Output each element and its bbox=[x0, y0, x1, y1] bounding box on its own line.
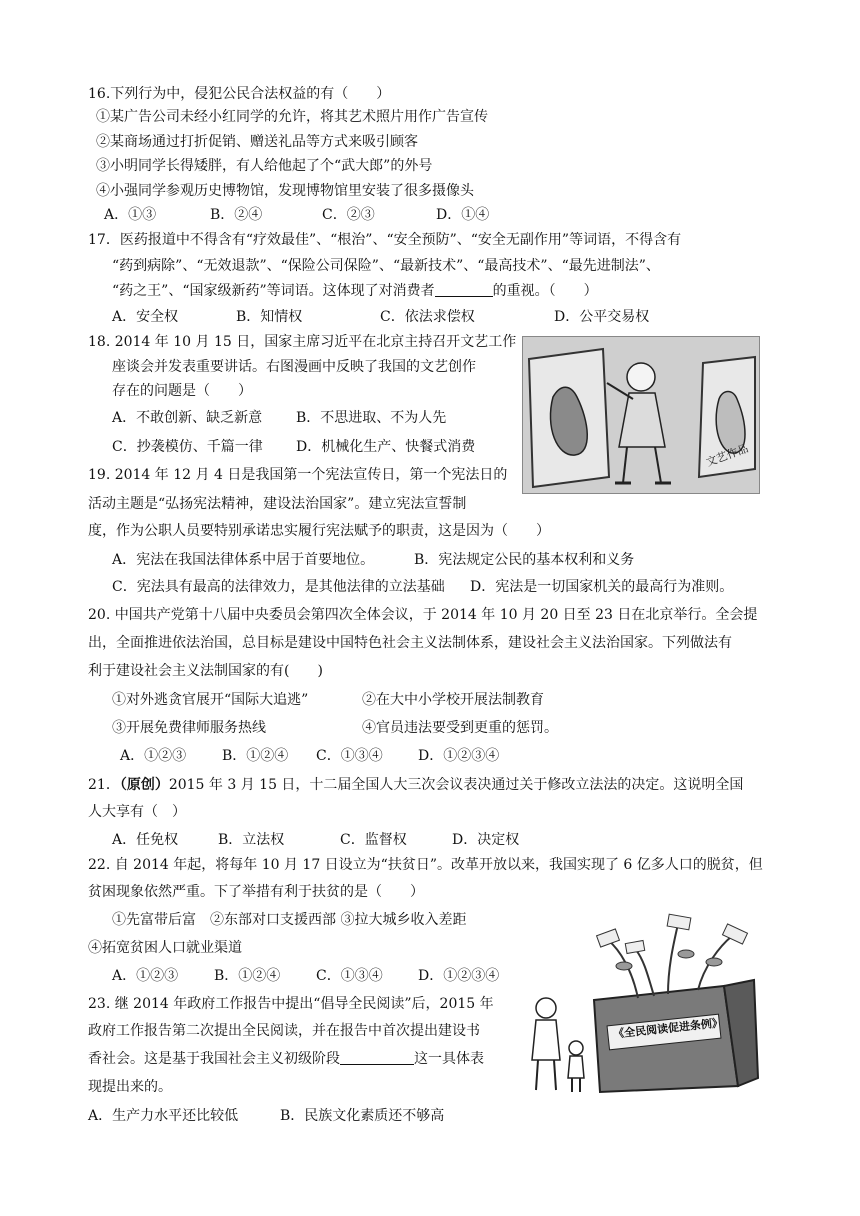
q18-option-a: A．不敢创新、缺乏新意 bbox=[112, 410, 263, 426]
q17-option-a: A．安全权 bbox=[112, 309, 179, 325]
q19-line-1: 19. 2014 年 12 月 4 日是我国第一个宪法宣传日，第一个宪法日的 bbox=[88, 467, 508, 483]
q21-option-c: C．监督权 bbox=[340, 832, 407, 848]
q21-line-2: 人大享有（ ） bbox=[88, 804, 186, 820]
q21-line-1 bbox=[88, 775, 743, 795]
q18-line-2: 座谈会并发表重要讲话。右图漫画中反映了我国的文艺创作 bbox=[112, 359, 476, 375]
q16-option-b: B．②④ bbox=[210, 207, 263, 223]
q20-line-2: 出，全面推进依法治国，总目标是建设中国特色社会主义法制体系，建设社会主义法治国家。下列做法有 bbox=[88, 635, 732, 651]
q17-option-d: D．公平交易权 bbox=[554, 309, 650, 325]
q22-line-3: ①先富带后富 ②东部对口支援西部 ③拉大城乡收入差距 bbox=[112, 912, 467, 928]
q16-option-d: D．①④ bbox=[436, 207, 490, 223]
q17-line-3 bbox=[112, 281, 598, 301]
reading-cartoon-label: 《全民阅读促进条例》 bbox=[612, 1016, 724, 1041]
q23-line-3-pre: 香社会。这是基于我国社会主义初级阶段 bbox=[88, 1051, 340, 1067]
q19-option-d: D．宪法是一切国家机关的最高行为准则。 bbox=[470, 579, 734, 595]
q22-line-1: 22. 自 2014 年起，将每年 10 月 17 日设立为“扶贫日”。改革开放以来，我国实现了 6 亿多人口的脱贫，但 bbox=[88, 857, 763, 873]
q16-item-3: ③小明同学长得矮胖，有人给他起了个“武大郎”的外号 bbox=[96, 158, 433, 174]
q17-option-b: B．知情权 bbox=[236, 309, 303, 325]
q18-cartoon-image bbox=[522, 336, 760, 494]
q22-option-a: A．①②③ bbox=[112, 968, 179, 984]
q21-option-a: A．任免权 bbox=[112, 832, 179, 848]
q16-item-1: ①某广告公司未经小红同学的允许，将其艺术照片用作广告宣传 bbox=[96, 109, 488, 125]
q20-line-3: 利于建设社会主义法制国家的有( ) bbox=[88, 663, 323, 679]
q21-option-d: D．决定权 bbox=[452, 832, 520, 848]
q23-option-b: B．民族文化素质还不够高 bbox=[280, 1108, 445, 1124]
q16-stem: 16.下列行为中，侵犯公民合法权益的有（ ） bbox=[88, 86, 391, 102]
q20-item-4: ④官员违法要受到更重的惩罚。 bbox=[362, 720, 558, 736]
q20-item-2: ②在大中小学校开展法制教育 bbox=[362, 692, 544, 708]
q18-cartoon-label: 文艺作品 bbox=[704, 441, 751, 470]
q20-option-c: C．①③④ bbox=[316, 748, 383, 764]
q23-line-3 bbox=[88, 1049, 484, 1069]
q19-option-a: A．宪法在我国法律体系中居于首要地位。 bbox=[112, 552, 375, 568]
q21-line-1-rest: 2015 年 3 月 15 日，十二届全国人大三次会议表决通过关于修改立法法的决定。这说明全国 bbox=[168, 777, 744, 793]
q22-line-4: ④拓宽贫困人口就业渠道 bbox=[88, 940, 242, 956]
q22-line-2: 贫困现象依然严重。下了举措有利于扶贫的是（ ） bbox=[88, 884, 424, 900]
q20-item-1: ①对外逃贪官展开“国际大追逃” bbox=[112, 692, 309, 708]
q18-option-d: D．机械化生产、快餐式消费 bbox=[296, 439, 476, 455]
q19-line-3: 度，作为公职人员要特别承诺忠实履行宪法赋予的职责，这是因为（ ） bbox=[88, 523, 550, 539]
q16-option-c: C．②③ bbox=[322, 207, 375, 223]
q22-option-c: C．①③④ bbox=[316, 968, 383, 984]
q23-line-1: 23. 继 2014 年政府工作报告中提出“倡导全民阅读”后，2015 年 bbox=[88, 996, 494, 1012]
q23-option-a: A．生产力水平还比较低 bbox=[88, 1108, 239, 1124]
q17-option-c: C．依法求偿权 bbox=[380, 309, 475, 325]
q18-option-b: B．不思进取、不为人先 bbox=[296, 410, 447, 426]
q17-line-1: 17．医药报道中不得含有“疗效最佳”、“根治”、“安全预防”、“安全无副作用”等词语，不得含有 bbox=[88, 232, 682, 248]
q20-option-b: B．①②④ bbox=[222, 748, 289, 764]
q20-item-3: ③开展免费律师服务热线 bbox=[112, 720, 266, 736]
q21-option-b: B．立法权 bbox=[218, 832, 285, 848]
q16-option-a: A．①③ bbox=[104, 207, 157, 223]
q18-cartoon-drawing bbox=[523, 337, 759, 493]
q20-option-d: D．①②③④ bbox=[418, 748, 500, 764]
q23-line-2: 政府工作报告第二次提出全民阅读，并在报告中首次提出建设书 bbox=[88, 1023, 480, 1039]
q23-line-4: 现提出来的。 bbox=[88, 1079, 172, 1095]
q21-original-tag: （原创） bbox=[119, 777, 169, 793]
q22-option-d: D．①②③④ bbox=[418, 968, 500, 984]
q18-line-1: 18. 2014 年 10 月 15 日，国家主席习近平在北京主持召开文艺工作 bbox=[88, 334, 517, 350]
q20-line-1: 20. 中国共产党第十八届中央委员会第四次全体会议，于 2014 年 10 月 20 日至 23 日在北京举行。全会提 bbox=[88, 607, 758, 623]
q17-line-3-post: 的重视。（ ） bbox=[492, 283, 598, 299]
q18-line-3: 存在的问题是（ ） bbox=[112, 383, 252, 399]
reading-cartoon-drawing bbox=[528, 910, 762, 1096]
reading-cartoon-image bbox=[528, 910, 762, 1096]
q16-item-2: ②某商场通过打折促销、赠送礼品等方式来吸引顾客 bbox=[96, 134, 418, 150]
q16-item-4: ④小强同学参观历史博物馆，发现博物馆里安装了很多摄像头 bbox=[96, 183, 474, 199]
q20-option-a: A．①②③ bbox=[120, 748, 187, 764]
q17-line-3-pre: “药之王”、“国家级新药”等词语。这体现了对消费者 bbox=[112, 283, 435, 299]
q21-number: 21． bbox=[88, 777, 120, 793]
q19-option-c: C．宪法具有最高的法律效力，是其他法律的立法基础 bbox=[112, 579, 445, 595]
q23-answer-blank bbox=[340, 1050, 414, 1065]
q23-line-3-post: 这一具体表 bbox=[414, 1051, 484, 1067]
q22-option-b: B．①②④ bbox=[214, 968, 281, 984]
q17-answer-blank bbox=[435, 282, 493, 297]
q19-line-2: 活动主题是“弘扬宪法精神，建设法治国家”。建立宪法宣誓制 bbox=[88, 496, 467, 512]
q17-line-2: “药到病除”、“无效退款”、“保险公司保险”、“最新技术”、“最高技术”、“最先进制法”、 bbox=[112, 258, 660, 274]
q19-option-b: B．宪法规定公民的基本权利和义务 bbox=[414, 552, 635, 568]
q18-option-c: C．抄袭模仿、千篇一律 bbox=[112, 439, 263, 455]
